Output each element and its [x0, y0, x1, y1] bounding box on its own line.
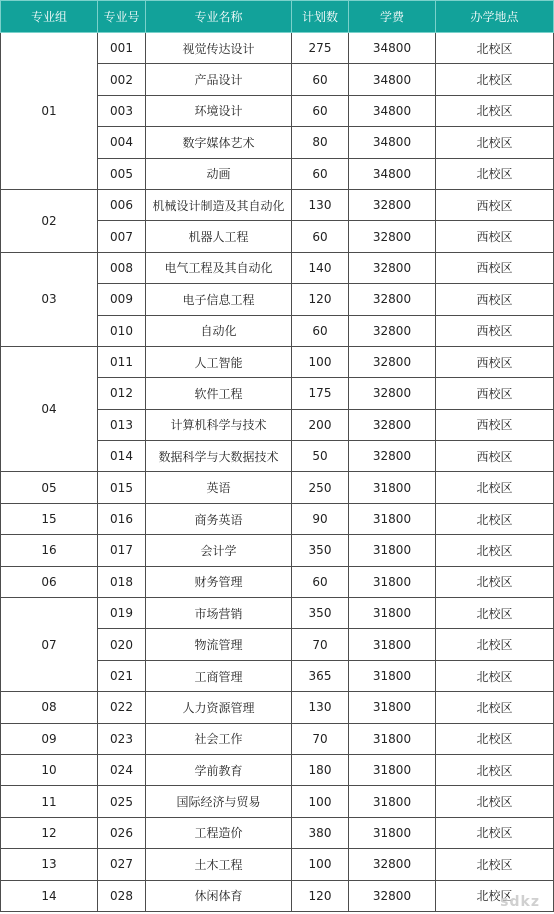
cell-major-name: 会计学 [146, 535, 292, 566]
cell-group: 11 [1, 786, 98, 817]
table-header-row [1, 1, 554, 33]
header-campus: 办学地点 [436, 1, 554, 33]
cell-tuition: 31800 [349, 472, 436, 503]
cell-tuition: 32800 [349, 189, 436, 220]
cell-major-code: 002 [98, 64, 146, 95]
cell-campus: 西校区 [436, 409, 554, 440]
cell-campus: 西校区 [436, 189, 554, 220]
cell-campus: 北校区 [436, 754, 554, 785]
cell-campus: 北校区 [436, 503, 554, 534]
cell-major-name: 国际经济与贸易 [146, 786, 292, 817]
cell-major-code: 010 [98, 315, 146, 346]
cell-tuition: 32800 [349, 221, 436, 252]
table-row [1, 692, 554, 723]
table-row [1, 754, 554, 785]
cell-major-name: 机器人工程 [146, 221, 292, 252]
cell-plan-count: 60 [292, 566, 349, 597]
cell-major-code: 027 [98, 849, 146, 880]
table-row [1, 786, 554, 817]
cell-campus: 北校区 [436, 660, 554, 691]
cell-tuition: 31800 [349, 503, 436, 534]
cell-major-name: 人力资源管理 [146, 692, 292, 723]
cell-campus: 北校区 [436, 849, 554, 880]
cell-major-name: 社会工作 [146, 723, 292, 754]
cell-tuition: 34800 [349, 127, 436, 158]
cell-major-code: 021 [98, 660, 146, 691]
cell-major-name: 电子信息工程 [146, 284, 292, 315]
cell-plan-count: 80 [292, 127, 349, 158]
cell-campus: 北校区 [436, 33, 554, 64]
cell-group: 08 [1, 692, 98, 723]
cell-major-code: 018 [98, 566, 146, 597]
cell-major-name: 财务管理 [146, 566, 292, 597]
cell-major-name: 软件工程 [146, 378, 292, 409]
cell-tuition: 31800 [349, 629, 436, 660]
header-group: 专业组 [1, 1, 98, 33]
cell-major-name: 工程造价 [146, 817, 292, 848]
cell-plan-count: 175 [292, 378, 349, 409]
cell-tuition: 31800 [349, 535, 436, 566]
cell-tuition: 31800 [349, 692, 436, 723]
cell-major-code: 028 [98, 880, 146, 911]
header-major-name: 专业名称 [146, 1, 292, 33]
cell-plan-count: 350 [292, 598, 349, 629]
cell-major-name: 产品设计 [146, 64, 292, 95]
cell-major-name: 机械设计制造及其自动化 [146, 189, 292, 220]
cell-major-code: 013 [98, 409, 146, 440]
table-row [1, 472, 554, 503]
cell-group: 12 [1, 817, 98, 848]
watermark: sdkz [500, 894, 540, 910]
cell-campus: 西校区 [436, 315, 554, 346]
cell-campus: 北校区 [436, 64, 554, 95]
cell-tuition: 32800 [349, 284, 436, 315]
cell-tuition: 31800 [349, 786, 436, 817]
cell-major-code: 024 [98, 754, 146, 785]
cell-major-code: 020 [98, 629, 146, 660]
cell-major-code: 007 [98, 221, 146, 252]
cell-tuition: 31800 [349, 660, 436, 691]
cell-tuition: 32800 [349, 378, 436, 409]
cell-campus: 北校区 [436, 95, 554, 126]
cell-major-name: 数字媒体艺术 [146, 127, 292, 158]
cell-major-name: 商务英语 [146, 503, 292, 534]
cell-plan-count: 380 [292, 817, 349, 848]
table-row [1, 598, 554, 629]
cell-campus: 北校区 [436, 786, 554, 817]
cell-major-name: 学前教育 [146, 754, 292, 785]
cell-plan-count: 60 [292, 221, 349, 252]
cell-campus: 北校区 [436, 472, 554, 503]
cell-campus: 北校区 [436, 723, 554, 754]
cell-campus: 北校区 [436, 692, 554, 723]
cell-group: 09 [1, 723, 98, 754]
cell-major-code: 009 [98, 284, 146, 315]
cell-major-name: 动画 [146, 158, 292, 189]
header-plan-count: 计划数 [292, 1, 349, 33]
cell-tuition: 32800 [349, 346, 436, 377]
cell-tuition: 34800 [349, 95, 436, 126]
cell-major-code: 005 [98, 158, 146, 189]
cell-campus: 北校区 [436, 158, 554, 189]
table-row [1, 252, 554, 283]
table-row [1, 723, 554, 754]
cell-tuition: 31800 [349, 566, 436, 597]
cell-plan-count: 200 [292, 409, 349, 440]
cell-major-code: 025 [98, 786, 146, 817]
cell-major-name: 土木工程 [146, 849, 292, 880]
cell-major-code: 012 [98, 378, 146, 409]
cell-group: 13 [1, 849, 98, 880]
cell-campus: 西校区 [436, 252, 554, 283]
table-body [1, 33, 554, 912]
cell-group: 07 [1, 598, 98, 692]
table-row [1, 817, 554, 848]
cell-group: 04 [1, 346, 98, 472]
cell-major-name: 英语 [146, 472, 292, 503]
cell-group: 01 [1, 33, 98, 190]
cell-major-name: 市场营销 [146, 598, 292, 629]
cell-group: 15 [1, 503, 98, 534]
header-major-code: 专业号 [98, 1, 146, 33]
cell-major-code: 006 [98, 189, 146, 220]
table-row [1, 189, 554, 220]
cell-tuition: 32800 [349, 849, 436, 880]
cell-campus: 西校区 [436, 221, 554, 252]
header-tuition: 学费 [349, 1, 436, 33]
cell-major-name: 数据科学与大数据技术 [146, 441, 292, 472]
cell-plan-count: 130 [292, 189, 349, 220]
table-row [1, 849, 554, 880]
cell-major-name: 工商管理 [146, 660, 292, 691]
cell-plan-count: 100 [292, 849, 349, 880]
cell-plan-count: 250 [292, 472, 349, 503]
cell-major-code: 026 [98, 817, 146, 848]
cell-tuition: 32800 [349, 252, 436, 283]
cell-plan-count: 275 [292, 33, 349, 64]
cell-major-code: 016 [98, 503, 146, 534]
cell-major-code: 015 [98, 472, 146, 503]
cell-plan-count: 70 [292, 723, 349, 754]
cell-group: 06 [1, 566, 98, 597]
cell-plan-count: 60 [292, 315, 349, 346]
cell-major-code: 004 [98, 127, 146, 158]
cell-tuition: 31800 [349, 754, 436, 785]
cell-tuition: 32800 [349, 441, 436, 472]
cell-plan-count: 120 [292, 880, 349, 911]
cell-plan-count: 90 [292, 503, 349, 534]
cell-campus: 北校区 [436, 127, 554, 158]
cell-plan-count: 350 [292, 535, 349, 566]
cell-tuition: 31800 [349, 817, 436, 848]
cell-plan-count: 130 [292, 692, 349, 723]
cell-major-name: 视觉传达设计 [146, 33, 292, 64]
table-row [1, 566, 554, 597]
cell-tuition: 32800 [349, 409, 436, 440]
cell-major-code: 011 [98, 346, 146, 377]
cell-tuition: 32800 [349, 880, 436, 911]
cell-campus: 西校区 [436, 284, 554, 315]
cell-campus: 西校区 [436, 378, 554, 409]
cell-plan-count: 60 [292, 64, 349, 95]
cell-plan-count: 180 [292, 754, 349, 785]
cell-plan-count: 100 [292, 346, 349, 377]
cell-plan-count: 70 [292, 629, 349, 660]
cell-plan-count: 100 [292, 786, 349, 817]
cell-campus: 西校区 [436, 346, 554, 377]
table-row [1, 33, 554, 64]
cell-major-name: 计算机科学与技术 [146, 409, 292, 440]
cell-plan-count: 140 [292, 252, 349, 283]
cell-major-code: 019 [98, 598, 146, 629]
cell-major-code: 001 [98, 33, 146, 64]
cell-major-code: 022 [98, 692, 146, 723]
cell-tuition: 32800 [349, 315, 436, 346]
cell-group: 14 [1, 880, 98, 911]
cell-plan-count: 50 [292, 441, 349, 472]
cell-plan-count: 60 [292, 158, 349, 189]
cell-major-name: 人工智能 [146, 346, 292, 377]
cell-group: 05 [1, 472, 98, 503]
cell-major-code: 008 [98, 252, 146, 283]
cell-plan-count: 365 [292, 660, 349, 691]
cell-major-code: 023 [98, 723, 146, 754]
cell-major-name: 电气工程及其自动化 [146, 252, 292, 283]
cell-tuition: 34800 [349, 33, 436, 64]
cell-tuition: 34800 [349, 158, 436, 189]
cell-group: 03 [1, 252, 98, 346]
cell-group: 10 [1, 754, 98, 785]
cell-major-code: 017 [98, 535, 146, 566]
table-row [1, 346, 554, 377]
cell-group: 02 [1, 189, 98, 252]
cell-group: 16 [1, 535, 98, 566]
table-row [1, 503, 554, 534]
cell-campus: 北校区 [436, 880, 554, 911]
cell-campus: 北校区 [436, 629, 554, 660]
cell-major-code: 014 [98, 441, 146, 472]
cell-campus: 北校区 [436, 566, 554, 597]
cell-major-name: 自动化 [146, 315, 292, 346]
cell-campus: 西校区 [436, 441, 554, 472]
cell-campus: 北校区 [436, 535, 554, 566]
cell-campus: 北校区 [436, 598, 554, 629]
cell-campus: 北校区 [436, 817, 554, 848]
cell-plan-count: 120 [292, 284, 349, 315]
cell-major-code: 003 [98, 95, 146, 126]
cell-major-name: 休闲体育 [146, 880, 292, 911]
cell-major-name: 物流管理 [146, 629, 292, 660]
cell-major-name: 环境设计 [146, 95, 292, 126]
cell-plan-count: 60 [292, 95, 349, 126]
table-row [1, 880, 554, 911]
cell-tuition: 31800 [349, 598, 436, 629]
cell-tuition: 34800 [349, 64, 436, 95]
table-row [1, 535, 554, 566]
cell-tuition: 31800 [349, 723, 436, 754]
